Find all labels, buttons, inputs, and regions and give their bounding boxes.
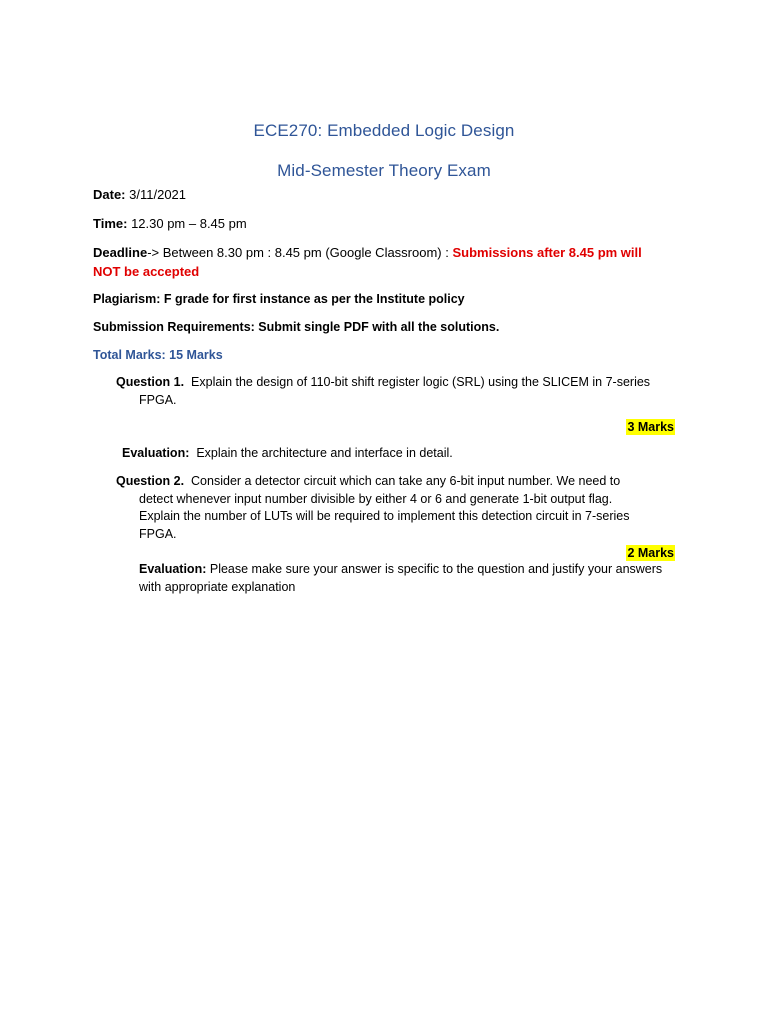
deadline-line xyxy=(93,243,642,262)
question-1-line-1 xyxy=(116,374,676,392)
question-2-label: Question 2. xyxy=(116,474,185,488)
question-1 xyxy=(116,374,676,409)
deadline-warning-continued: NOT be accepted xyxy=(93,264,200,279)
question-2-text-1: Consider a detector circuit which can take any 6-bit input number. We need to xyxy=(191,474,621,488)
time-value: 12.30 pm – 8.45 pm xyxy=(131,216,247,231)
question-2-eval-text-1: Please make sure your answer is specific to the question and justify your answers xyxy=(209,562,663,576)
question-2-line-4: FPGA. xyxy=(139,526,177,541)
deadline-value: -> Between 8.30 pm : 8.45 pm (Google Classroom) : xyxy=(147,245,453,260)
deadline-warning: Submissions after 8.45 pm will xyxy=(452,245,642,260)
date-label: Date: xyxy=(93,187,126,202)
question-1-text: Explain the design of 110-bit shift register logic (SRL) using the SLICEM in 7-series xyxy=(191,375,651,389)
submission-line: Submission Requirements: Submit single PDF with all the solutions. xyxy=(93,320,500,334)
total-marks: Total Marks: 15 Marks xyxy=(93,348,223,362)
question-2-marks: 2 Marks xyxy=(627,546,674,560)
question-2-eval-line-1 xyxy=(139,561,679,579)
exam-title: Mid-Semester Theory Exam xyxy=(277,161,491,180)
question-1-eval-text: Explain the architecture and interface in detail. xyxy=(196,446,453,460)
deadline-line-2 xyxy=(93,262,199,281)
time-label: Time: xyxy=(93,216,128,231)
question-2-line-1 xyxy=(116,473,676,491)
question-2-line-3: Explain the number of LUTs will be required to implement this detection circuit in 7-series xyxy=(139,509,630,523)
question-1-evaluation xyxy=(122,445,453,463)
question-2-eval-label: Evaluation: xyxy=(139,562,207,576)
question-1-marks: 3 Marks xyxy=(627,420,674,434)
question-2-line-2: detect whenever input number divisible by either 4 or 6 and generate 1-bit output flag. xyxy=(139,491,613,506)
question-2 xyxy=(116,473,676,543)
date-line xyxy=(93,185,186,204)
question-1-eval-label: Evaluation: xyxy=(122,446,190,460)
question-2-eval-line-2: with appropriate explanation xyxy=(139,579,296,594)
deadline-label: Deadline xyxy=(93,245,148,260)
question-2-evaluation xyxy=(139,561,679,596)
time-line xyxy=(93,214,247,233)
course-title: ECE270: Embedded Logic Design xyxy=(253,121,515,140)
question-1-label: Question 1. xyxy=(116,375,185,389)
question-1-line-2: FPGA. xyxy=(139,392,177,407)
date-value: 3/11/2021 xyxy=(129,187,187,202)
plagiarism-line: Plagiarism: F grade for first instance as per the Institute policy xyxy=(93,292,465,306)
